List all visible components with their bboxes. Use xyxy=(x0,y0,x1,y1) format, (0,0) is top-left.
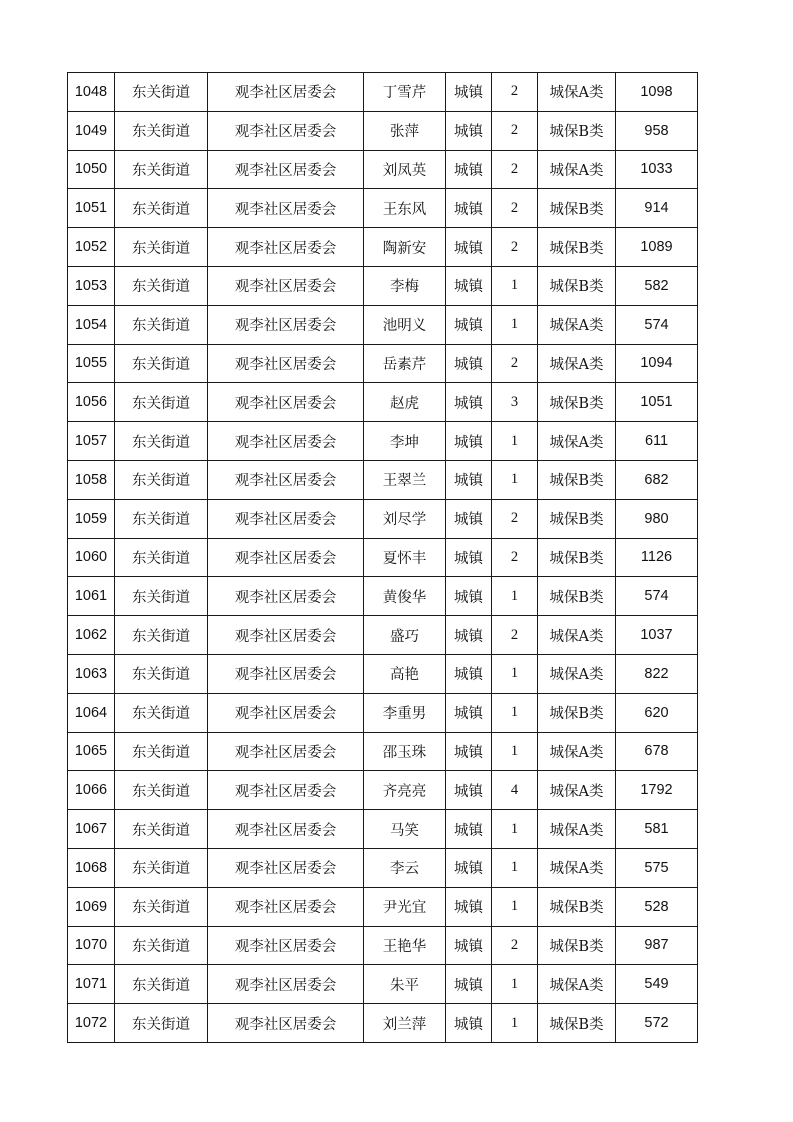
category-cell: 城保B类 xyxy=(538,926,616,965)
row-number: 1054 xyxy=(68,305,115,344)
name-cell: 马笑 xyxy=(364,810,446,849)
category-cell: 城保B类 xyxy=(538,266,616,305)
row-number: 1061 xyxy=(68,577,115,616)
street-cell: 东关街道 xyxy=(115,150,208,189)
name-cell: 朱平 xyxy=(364,965,446,1004)
member-count-cell: 2 xyxy=(492,150,538,189)
row-number: 1053 xyxy=(68,266,115,305)
amount-cell: 620 xyxy=(616,693,698,732)
name-cell: 王东风 xyxy=(364,189,446,228)
member-count-cell: 1 xyxy=(492,810,538,849)
amount-cell: 1792 xyxy=(616,771,698,810)
community-cell: 观李社区居委会 xyxy=(208,228,364,267)
street-cell: 东关街道 xyxy=(115,887,208,926)
street-cell: 东关街道 xyxy=(115,693,208,732)
household-type-cell: 城镇 xyxy=(446,965,492,1004)
amount-cell: 1089 xyxy=(616,228,698,267)
table-row xyxy=(68,887,698,926)
amount-cell: 528 xyxy=(616,887,698,926)
category-cell: 城保B类 xyxy=(538,577,616,616)
community-cell: 观李社区居委会 xyxy=(208,460,364,499)
street-cell: 东关街道 xyxy=(115,616,208,655)
name-cell: 尹光宜 xyxy=(364,887,446,926)
category-cell: 城保B类 xyxy=(538,499,616,538)
amount-cell: 574 xyxy=(616,577,698,616)
name-cell: 陶新安 xyxy=(364,228,446,267)
table-row xyxy=(68,1004,698,1043)
member-count-cell: 3 xyxy=(492,383,538,422)
member-count-cell: 1 xyxy=(492,460,538,499)
household-type-cell: 城镇 xyxy=(446,422,492,461)
community-cell: 观李社区居委会 xyxy=(208,577,364,616)
household-type-cell: 城镇 xyxy=(446,848,492,887)
row-number: 1051 xyxy=(68,189,115,228)
category-cell: 城保A类 xyxy=(538,848,616,887)
member-count-cell: 1 xyxy=(492,693,538,732)
category-cell: 城保A类 xyxy=(538,654,616,693)
street-cell: 东关街道 xyxy=(115,460,208,499)
amount-cell: 682 xyxy=(616,460,698,499)
category-cell: 城保A类 xyxy=(538,810,616,849)
amount-cell: 572 xyxy=(616,1004,698,1043)
household-type-cell: 城镇 xyxy=(446,926,492,965)
community-cell: 观李社区居委会 xyxy=(208,965,364,1004)
amount-cell: 822 xyxy=(616,654,698,693)
category-cell: 城保A类 xyxy=(538,771,616,810)
name-cell: 李梅 xyxy=(364,266,446,305)
row-number: 1063 xyxy=(68,654,115,693)
household-type-cell: 城镇 xyxy=(446,577,492,616)
amount-cell: 1033 xyxy=(616,150,698,189)
household-type-cell: 城镇 xyxy=(446,771,492,810)
amount-cell: 1098 xyxy=(616,73,698,112)
table-row xyxy=(68,228,698,267)
category-cell: 城保A类 xyxy=(538,965,616,1004)
category-cell: 城保A类 xyxy=(538,616,616,655)
row-number: 1072 xyxy=(68,1004,115,1043)
household-type-cell: 城镇 xyxy=(446,732,492,771)
member-count-cell: 1 xyxy=(492,654,538,693)
street-cell: 东关街道 xyxy=(115,848,208,887)
household-type-cell: 城镇 xyxy=(446,150,492,189)
name-cell: 岳素芹 xyxy=(364,344,446,383)
community-cell: 观李社区居委会 xyxy=(208,732,364,771)
community-cell: 观李社区居委会 xyxy=(208,73,364,112)
table-row xyxy=(68,926,698,965)
household-type-cell: 城镇 xyxy=(446,654,492,693)
household-type-cell: 城镇 xyxy=(446,73,492,112)
row-number: 1068 xyxy=(68,848,115,887)
table-row xyxy=(68,848,698,887)
amount-cell: 914 xyxy=(616,189,698,228)
member-count-cell: 1 xyxy=(492,266,538,305)
table-row xyxy=(68,810,698,849)
community-cell: 观李社区居委会 xyxy=(208,616,364,655)
household-type-cell: 城镇 xyxy=(446,693,492,732)
member-count-cell: 1 xyxy=(492,305,538,344)
community-cell: 观李社区居委会 xyxy=(208,1004,364,1043)
household-type-cell: 城镇 xyxy=(446,111,492,150)
street-cell: 东关街道 xyxy=(115,73,208,112)
community-cell: 观李社区居委会 xyxy=(208,189,364,228)
household-type-cell: 城镇 xyxy=(446,344,492,383)
street-cell: 东关街道 xyxy=(115,810,208,849)
table-row xyxy=(68,577,698,616)
category-cell: 城保B类 xyxy=(538,111,616,150)
name-cell: 刘尽学 xyxy=(364,499,446,538)
name-cell: 夏怀丰 xyxy=(364,538,446,577)
amount-cell: 1037 xyxy=(616,616,698,655)
name-cell: 高艳 xyxy=(364,654,446,693)
community-cell: 观李社区居委会 xyxy=(208,383,364,422)
community-cell: 观李社区居委会 xyxy=(208,693,364,732)
street-cell: 东关街道 xyxy=(115,965,208,1004)
member-count-cell: 1 xyxy=(492,732,538,771)
member-count-cell: 1 xyxy=(492,1004,538,1043)
name-cell: 赵虎 xyxy=(364,383,446,422)
row-number: 1069 xyxy=(68,887,115,926)
table-row xyxy=(68,189,698,228)
row-number: 1070 xyxy=(68,926,115,965)
row-number: 1059 xyxy=(68,499,115,538)
street-cell: 东关街道 xyxy=(115,228,208,267)
category-cell: 城保A类 xyxy=(538,73,616,112)
row-number: 1056 xyxy=(68,383,115,422)
street-cell: 东关街道 xyxy=(115,111,208,150)
name-cell: 李云 xyxy=(364,848,446,887)
row-number: 1067 xyxy=(68,810,115,849)
member-count-cell: 1 xyxy=(492,887,538,926)
amount-cell: 980 xyxy=(616,499,698,538)
name-cell: 刘凤英 xyxy=(364,150,446,189)
member-count-cell: 2 xyxy=(492,73,538,112)
row-number: 1066 xyxy=(68,771,115,810)
name-cell: 张萍 xyxy=(364,111,446,150)
name-cell: 刘兰萍 xyxy=(364,1004,446,1043)
member-count-cell: 2 xyxy=(492,344,538,383)
community-cell: 观李社区居委会 xyxy=(208,422,364,461)
name-cell: 池明义 xyxy=(364,305,446,344)
table-row xyxy=(68,383,698,422)
table-row xyxy=(68,538,698,577)
member-count-cell: 2 xyxy=(492,111,538,150)
name-cell: 邵玉珠 xyxy=(364,732,446,771)
name-cell: 李坤 xyxy=(364,422,446,461)
table-row xyxy=(68,616,698,655)
amount-cell: 958 xyxy=(616,111,698,150)
street-cell: 东关街道 xyxy=(115,422,208,461)
category-cell: 城保B类 xyxy=(538,693,616,732)
row-number: 1065 xyxy=(68,732,115,771)
category-cell: 城保A类 xyxy=(538,344,616,383)
household-type-cell: 城镇 xyxy=(446,228,492,267)
community-cell: 观李社区居委会 xyxy=(208,150,364,189)
member-count-cell: 2 xyxy=(492,189,538,228)
household-type-cell: 城镇 xyxy=(446,189,492,228)
street-cell: 东关街道 xyxy=(115,1004,208,1043)
community-cell: 观李社区居委会 xyxy=(208,266,364,305)
table-row xyxy=(68,266,698,305)
street-cell: 东关街道 xyxy=(115,771,208,810)
member-count-cell: 1 xyxy=(492,965,538,1004)
table-row xyxy=(68,460,698,499)
community-cell: 观李社区居委会 xyxy=(208,538,364,577)
amount-cell: 575 xyxy=(616,848,698,887)
household-type-cell: 城镇 xyxy=(446,616,492,655)
member-count-cell: 1 xyxy=(492,577,538,616)
table-row xyxy=(68,965,698,1004)
category-cell: 城保B类 xyxy=(538,887,616,926)
category-cell: 城保B类 xyxy=(538,460,616,499)
name-cell: 黄俊华 xyxy=(364,577,446,616)
household-type-cell: 城镇 xyxy=(446,460,492,499)
table-row xyxy=(68,693,698,732)
member-count-cell: 4 xyxy=(492,771,538,810)
member-count-cell: 1 xyxy=(492,848,538,887)
household-type-cell: 城镇 xyxy=(446,810,492,849)
row-number: 1055 xyxy=(68,344,115,383)
amount-cell: 581 xyxy=(616,810,698,849)
street-cell: 东关街道 xyxy=(115,383,208,422)
beneficiary-table xyxy=(67,72,698,1043)
row-number: 1064 xyxy=(68,693,115,732)
table-row xyxy=(68,654,698,693)
table-row xyxy=(68,150,698,189)
amount-cell: 1126 xyxy=(616,538,698,577)
street-cell: 东关街道 xyxy=(115,732,208,771)
category-cell: 城保A类 xyxy=(538,422,616,461)
row-number: 1050 xyxy=(68,150,115,189)
row-number: 1062 xyxy=(68,616,115,655)
community-cell: 观李社区居委会 xyxy=(208,848,364,887)
row-number: 1071 xyxy=(68,965,115,1004)
household-type-cell: 城镇 xyxy=(446,1004,492,1043)
amount-cell: 582 xyxy=(616,266,698,305)
name-cell: 王翠兰 xyxy=(364,460,446,499)
row-number: 1058 xyxy=(68,460,115,499)
amount-cell: 549 xyxy=(616,965,698,1004)
category-cell: 城保B类 xyxy=(538,1004,616,1043)
amount-cell: 1051 xyxy=(616,383,698,422)
table-row xyxy=(68,305,698,344)
member-count-cell: 2 xyxy=(492,616,538,655)
name-cell: 丁雪芹 xyxy=(364,73,446,112)
street-cell: 东关街道 xyxy=(115,344,208,383)
name-cell: 王艳华 xyxy=(364,926,446,965)
community-cell: 观李社区居委会 xyxy=(208,887,364,926)
household-type-cell: 城镇 xyxy=(446,499,492,538)
member-count-cell: 2 xyxy=(492,926,538,965)
member-count-cell: 2 xyxy=(492,538,538,577)
row-number: 1057 xyxy=(68,422,115,461)
table-row xyxy=(68,732,698,771)
community-cell: 观李社区居委会 xyxy=(208,111,364,150)
name-cell: 盛巧 xyxy=(364,616,446,655)
amount-cell: 987 xyxy=(616,926,698,965)
community-cell: 观李社区居委会 xyxy=(208,810,364,849)
category-cell: 城保B类 xyxy=(538,538,616,577)
table-body xyxy=(68,73,698,1043)
household-type-cell: 城镇 xyxy=(446,266,492,305)
category-cell: 城保A类 xyxy=(538,305,616,344)
community-cell: 观李社区居委会 xyxy=(208,499,364,538)
street-cell: 东关街道 xyxy=(115,189,208,228)
household-type-cell: 城镇 xyxy=(446,305,492,344)
amount-cell: 678 xyxy=(616,732,698,771)
street-cell: 东关街道 xyxy=(115,926,208,965)
table-row xyxy=(68,422,698,461)
street-cell: 东关街道 xyxy=(115,577,208,616)
street-cell: 东关街道 xyxy=(115,654,208,693)
street-cell: 东关街道 xyxy=(115,499,208,538)
table-row xyxy=(68,73,698,112)
community-cell: 观李社区居委会 xyxy=(208,771,364,810)
category-cell: 城保B类 xyxy=(538,228,616,267)
table-row xyxy=(68,499,698,538)
community-cell: 观李社区居委会 xyxy=(208,926,364,965)
community-cell: 观李社区居委会 xyxy=(208,305,364,344)
amount-cell: 574 xyxy=(616,305,698,344)
name-cell: 李重男 xyxy=(364,693,446,732)
street-cell: 东关街道 xyxy=(115,305,208,344)
row-number: 1052 xyxy=(68,228,115,267)
table-row xyxy=(68,344,698,383)
row-number: 1049 xyxy=(68,111,115,150)
street-cell: 东关街道 xyxy=(115,538,208,577)
category-cell: 城保B类 xyxy=(538,383,616,422)
row-number: 1060 xyxy=(68,538,115,577)
amount-cell: 611 xyxy=(616,422,698,461)
member-count-cell: 2 xyxy=(492,499,538,538)
community-cell: 观李社区居委会 xyxy=(208,654,364,693)
category-cell: 城保A类 xyxy=(538,150,616,189)
name-cell: 齐亮亮 xyxy=(364,771,446,810)
street-cell: 东关街道 xyxy=(115,266,208,305)
member-count-cell: 2 xyxy=(492,228,538,267)
amount-cell: 1094 xyxy=(616,344,698,383)
household-type-cell: 城镇 xyxy=(446,538,492,577)
household-type-cell: 城镇 xyxy=(446,887,492,926)
row-number: 1048 xyxy=(68,73,115,112)
table-row xyxy=(68,111,698,150)
household-type-cell: 城镇 xyxy=(446,383,492,422)
community-cell: 观李社区居委会 xyxy=(208,344,364,383)
member-count-cell: 1 xyxy=(492,422,538,461)
category-cell: 城保B类 xyxy=(538,189,616,228)
category-cell: 城保A类 xyxy=(538,732,616,771)
table-row xyxy=(68,771,698,810)
